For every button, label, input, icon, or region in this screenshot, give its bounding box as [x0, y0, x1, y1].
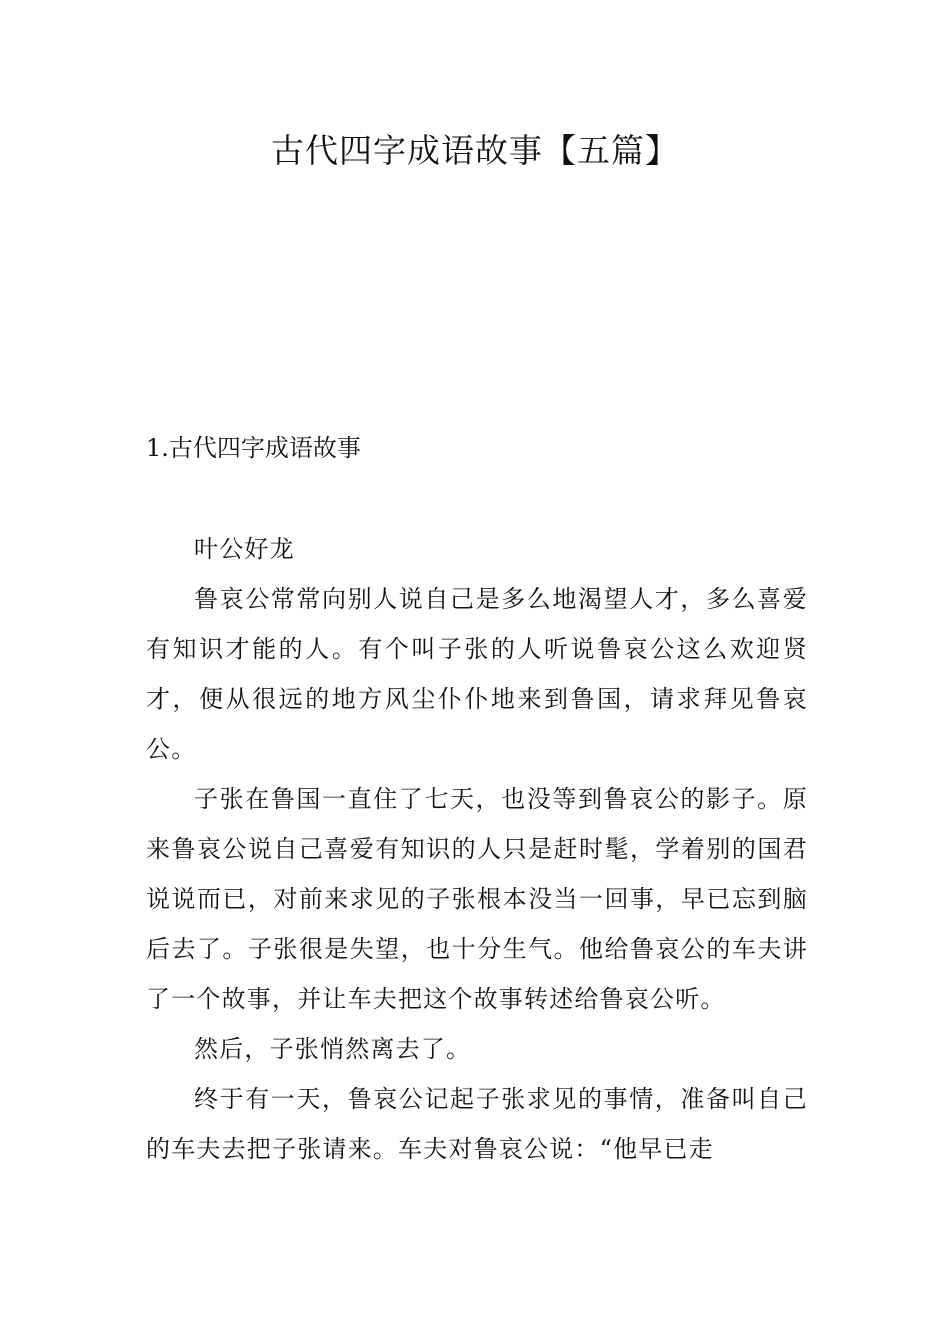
body-paragraph: 终于有一天，鲁哀公记起子张求见的事情，准备叫自己的车夫去把子张请来。车夫对鲁哀公说：“他早已走: [146, 1085, 808, 1163]
body-paragraph: 子张在鲁国一直住了七天，也没等到鲁哀公的影子。原来鲁哀公说自己喜爱有知识的人只是赶时髦，学着别的国君说说而已，对前来求见的子张根本没当一回事，早已忘到脑后去了。子张很是失望，也十分生气。他给鲁哀公的车夫讲了一个故事，并让车夫把这个故事转述给鲁哀公听。: [146, 785, 808, 1013]
story-body: [146, 524, 808, 1174]
story-title-paragraph: 叶公好龙: [194, 535, 295, 563]
section-heading: 1.古代四字成语故事: [146, 434, 361, 462]
body-paragraph: 然后，子张悄然离去了。: [194, 1035, 472, 1063]
document-title: 古代四字成语故事【五篇】: [271, 131, 679, 170]
body-paragraph: 鲁哀公常常向别人说自己是多么地渴望人才，多么喜爱有知识才能的人。有个叫子张的人听说鲁哀公这么欢迎贤才，便从很远的地方风尘仆仆地来到鲁国，请求拜见鲁哀公。: [146, 585, 808, 763]
